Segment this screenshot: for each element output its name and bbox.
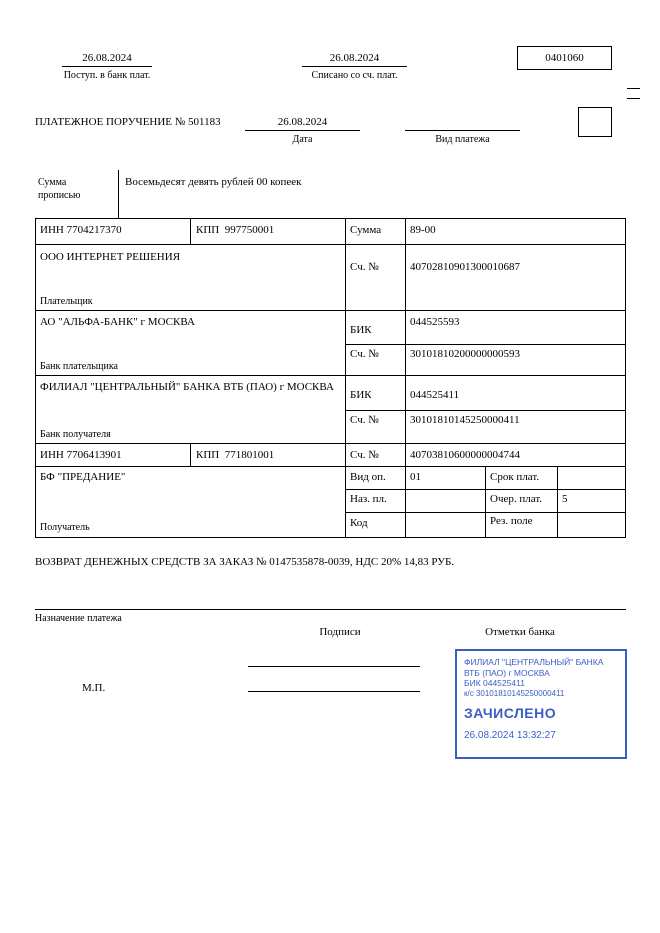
payer-bank-account-label: Сч. № [350,348,379,360]
purpose-text: ВОЗВРАТ ДЕНЕЖНЫХ СРЕДСТВ ЗА ЗАКАЗ № 0147535878-0039, НДС 20% 14,83 РУБ. [35,556,455,568]
payee-inn: ИНН 7706413901 [40,449,122,461]
table-line [405,218,406,537]
table-line [35,218,36,537]
payee-account-value: 40703810600000004744 [410,449,520,461]
payment-kind-label: Вид платежа [435,134,490,145]
stamp-bank-name-1: ФИЛИАЛ "ЦЕНТРАЛЬНЫЙ" БАНКА [464,657,604,667]
form-code-box [517,46,612,70]
naz-pl-label: Наз. пл. [350,493,387,505]
amount-words-label-2: прописью [38,190,81,201]
table-line [485,466,486,537]
doc-date: 26.08.2024 [277,116,328,128]
stamp-datetime: 26.08.2024 13:32:27 [464,730,556,741]
payee-bank-section-label: Банк получателя [40,429,111,440]
table-line [345,344,626,345]
table-line [557,466,558,537]
purpose-label: Назначение платежа [35,613,122,624]
signature-line [248,666,420,667]
table-line [35,218,626,219]
sum-label: Сумма [350,224,382,236]
payee-bank-account-value: 30101810145250000411 [410,414,520,426]
table-line [625,218,626,537]
table-line [35,466,626,467]
payer-account-label: Сч. № [350,261,379,273]
received-date-line [62,66,152,67]
payer-bank-name: АО "АЛЬФА-БАНК" г МОСКВА [40,316,195,328]
table-line [35,310,626,311]
debited-date-label: Списано со сч. плат. [311,70,398,81]
table-line [345,218,346,537]
srok-plat-label: Срок плат. [490,471,540,483]
signature-line [248,691,420,692]
payer-bank-section-label: Банк плательщика [40,361,118,372]
amount-words-label-1: Сумма [38,177,67,188]
form-mark [627,98,640,99]
sum-value: 89-00 [410,224,436,236]
payee-bank-bik-value: 044525411 [410,389,460,401]
payer-bank-bik-value: 044525593 [410,316,460,328]
kod-label: Код [350,517,368,529]
purpose-line [35,609,626,610]
signatures-label: Подписи [319,626,361,638]
payer-account-value: 40702810901300010687 [410,261,520,273]
doc-date-line [245,130,360,131]
form-mark [627,88,640,89]
received-date-value: 26.08.2024 [82,52,132,64]
payer-name: ООО ИНТЕРНЕТ РЕШЕНИЯ [40,251,181,263]
bank-marks-label: Отметки банка [485,626,555,638]
form-code: 0401060 [545,52,584,64]
payee-section-label: Получатель [40,522,90,533]
payee-bank-bik-label: БИК [350,389,372,401]
stamp-corr-account: к/с 30101810145250000411 [464,688,565,698]
payer-bank-bik-label: БИК [350,324,372,336]
payment-kind-line [405,130,520,131]
mp-label: М.П. [82,682,106,694]
payee-bank-name: ФИЛИАЛ "ЦЕНТРАЛЬНЫЙ" БАНКА ВТБ (ПАО) г МОСКВА [40,381,334,393]
doc-date-label: Дата [292,134,313,145]
payment-kind-box [578,107,612,137]
payer-section-label: Плательщик [40,296,93,307]
table-line [35,375,626,376]
table-line [190,218,191,244]
payer-bank-account-value: 30101810200000000593 [410,348,520,360]
payee-name: БФ "ПРЕДАНИЕ" [40,471,126,483]
received-date-label: Поступ. в банк плат. [63,70,151,81]
stamp-status: ЗАЧИСЛЕНО [464,705,557,721]
amount-words-value: Восемьдесят девять рублей 00 копеек [125,176,302,188]
stamp-bank-name-2: ВТБ (ПАО) г МОСКВА [464,667,550,678]
debited-date-line [302,66,407,67]
ocher-plat-value: 5 [562,493,568,505]
table-line [35,537,626,538]
payee-account-label: Сч. № [350,449,379,461]
payer-inn: ИНН 7704217370 [40,224,122,236]
vid-op-value: 01 [410,471,421,483]
doc-title: ПЛАТЕЖНОЕ ПОРУЧЕНИЕ № 501183 [35,116,221,128]
table-line [35,443,626,444]
payer-kpp: КПП 997750001 [196,224,275,236]
payee-bank-account-label: Сч. № [350,414,379,426]
stamp-bik: БИК 044525411 [464,678,525,688]
rez-pole-label: Рез. поле [490,515,533,527]
payee-kpp: КПП 771801001 [196,449,275,461]
table-line [190,443,191,466]
vid-op-label: Вид оп. [350,471,386,483]
bank-stamp [455,649,627,759]
table-line [35,244,626,245]
debited-date-value: 26.08.2024 [329,52,380,64]
amount-words-divider [118,170,119,218]
table-line [345,410,626,411]
ocher-plat-label: Очер. плат. [490,493,543,505]
